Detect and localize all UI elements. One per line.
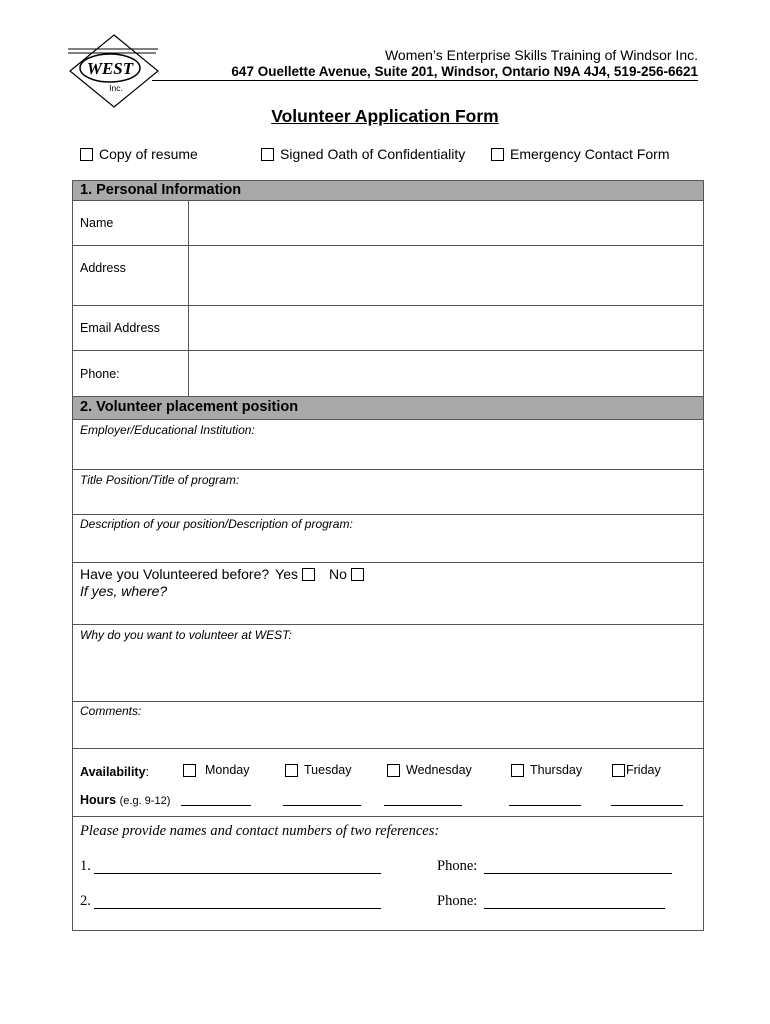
availability-label: Availability [80,765,146,779]
reference-1-phone-label: Phone: [437,858,478,874]
phone-field[interactable] [189,351,703,396]
why-label: Why do you want to volunteer at WEST: [80,628,292,642]
hours-monday-field[interactable] [181,805,251,806]
day-tuesday[interactable] [285,763,351,777]
email-label: Email Address [80,321,160,335]
if-yes-label: If yes, where? [80,583,168,599]
description-row[interactable] [73,515,703,563]
hours-thursday-field[interactable] [509,805,581,806]
resume-checkbox[interactable] [80,148,93,161]
address-field[interactable] [189,246,703,305]
hours-label: Hours [80,793,117,807]
employer-label: Employer/Educational Institution: [80,423,255,437]
volunteered-row [73,563,703,625]
logo-sub-text: Inc. [109,83,123,93]
why-row[interactable] [73,625,703,702]
monday-label: Monday [205,763,250,777]
tuesday-label: Tuesday [304,763,352,777]
employer-row[interactable] [73,420,703,470]
reference-2-phone-label: Phone: [437,893,478,909]
wednesday-checkbox[interactable] [387,764,400,777]
logo-text: WEST [86,59,134,78]
hours-friday-field[interactable] [611,805,683,806]
header-divider [152,80,698,81]
friday-checkbox[interactable] [612,764,625,777]
section-personal-heading: 1. Personal Information [73,181,703,201]
oath-label: Signed Oath of Confidentiality [280,146,466,162]
name-field[interactable] [189,201,703,245]
monday-checkbox[interactable] [183,764,196,777]
hours-wednesday-field[interactable] [384,805,462,806]
availability-colon: : [145,765,150,779]
reference-1-name-field[interactable] [94,873,381,874]
name-row [73,201,703,246]
tuesday-checkbox[interactable] [285,764,298,777]
hours-example: (e.g. 9-12) [119,795,171,807]
day-friday[interactable] [612,763,661,777]
description-label: Description of your position/Description of program: [80,517,353,531]
availability-row [73,749,703,817]
org-name: Women’s Enterprise Skills Training of Windsor Inc. [384,47,698,63]
emergency-contact-label: Emergency Contact Form [510,146,670,162]
program-title-label: Title Position/Title of program: [80,473,240,487]
west-logo [66,33,162,109]
reference-2-number: 2. [80,893,91,909]
yes-label: Yes [275,566,298,582]
hours-tuesday-field[interactable] [283,805,361,806]
comments-label: Comments: [80,704,142,718]
section-placement-heading: 2. Volunteer placement position [73,396,703,420]
references-prompt: Please provide names and contact numbers of two references: [80,823,440,839]
phone-label: Phone: [80,367,120,381]
checklist-emergency[interactable] [491,146,670,162]
reference-2-name-field[interactable] [94,908,381,909]
availability-label-wrap [80,765,149,779]
resume-label: Copy of resume [99,146,198,162]
name-label: Name [80,216,114,230]
program-title-row[interactable] [73,470,703,515]
day-monday[interactable] [183,763,249,777]
reference-2-phone-field[interactable] [484,908,665,909]
no-label: No [328,566,347,582]
volunteered-question-line [80,566,370,582]
thursday-label: Thursday [530,763,583,777]
org-address: 647 Ouellette Avenue, Suite 201, Windsor, Ontario N9A 4J4, 519-256-6621 [231,64,698,79]
thursday-checkbox[interactable] [511,764,524,777]
checklist-oath[interactable] [261,146,465,162]
checklist-resume[interactable] [80,146,198,162]
emergency-contact-checkbox[interactable] [491,148,504,161]
oath-checkbox[interactable] [261,148,274,161]
reference-1-phone-field[interactable] [484,873,672,874]
volunteered-question: Have you Volunteered before? [80,566,270,582]
no-checkbox[interactable] [351,568,364,581]
hours-label-wrap [80,793,170,807]
day-wednesday[interactable] [387,763,472,777]
reference-1-number: 1. [80,858,91,874]
form-title: Volunteer Application Form [271,106,499,126]
address-row [73,246,703,306]
application-form [72,180,704,931]
email-row [73,306,703,351]
comments-row[interactable] [73,702,703,749]
friday-label: Friday [626,763,661,777]
address-label: Address [80,261,126,275]
day-thursday[interactable] [511,763,582,777]
phone-row [73,351,703,396]
yes-checkbox[interactable] [302,568,315,581]
wednesday-label: Wednesday [406,763,472,777]
email-field[interactable] [189,306,703,350]
